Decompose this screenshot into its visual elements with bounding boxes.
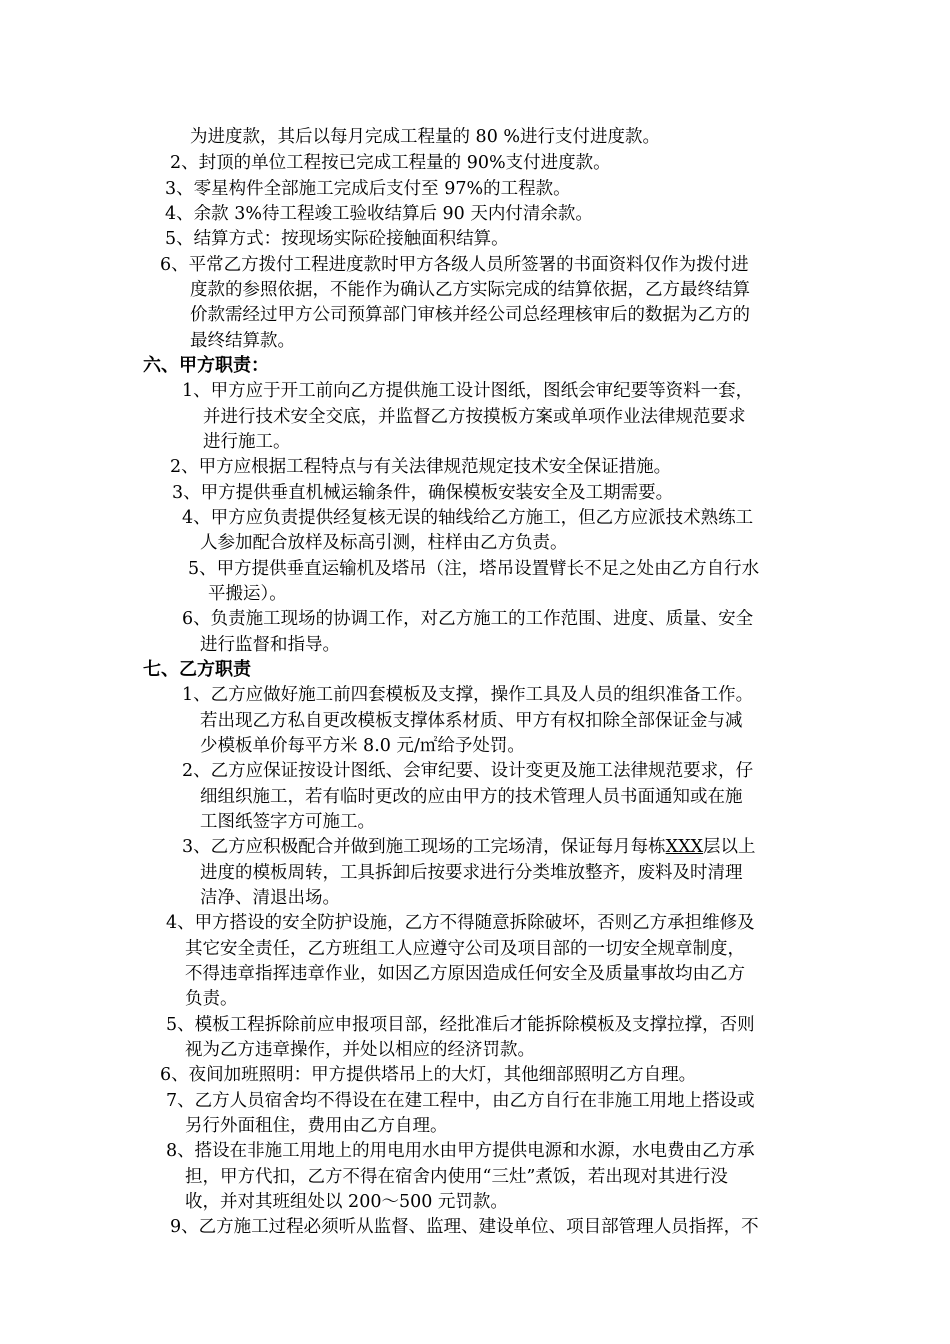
text-line: 5、甲方提供垂直运输机及塔吊（注，塔吊设置臂长不足之处由乙方自行水	[188, 559, 760, 579]
text-line: 进行施工。	[203, 432, 291, 452]
underlined-placeholder: XXX	[665, 837, 704, 857]
text-line: 度款的参照依据，不能作为确认乙方实际完成的结算依据，乙方最终结算	[190, 280, 750, 300]
text-line: 最终结算款。	[190, 331, 295, 351]
text-line: 洁净、清退出场。	[200, 888, 340, 908]
text-line: 并进行技术安全交底，并监督乙方按摸板方案或单项作业法律规范要求	[203, 407, 746, 427]
text-line: 9、乙方施工过程必须听从监督、监理、建设单位、项目部管理人员指挥，不	[170, 1217, 759, 1237]
text-line: 不得违章指挥违章作业，如因乙方原因造成任何安全及质量事故均由乙方	[185, 964, 745, 984]
text-line: 收，并对其班组处以 200～500 元罚款。	[185, 1192, 508, 1212]
text-line: 价款需经过甲方公司预算部门审核并经公司总经理核审后的数据为乙方的	[190, 305, 750, 325]
text-line: 若出现乙方私自更改模板支撑体系材质、甲方有权扣除全部保证金与减	[200, 711, 743, 731]
text-line: 7、乙方人员宿舍均不得设在在建工程中，由乙方自行在非施工用地上搭设或	[166, 1091, 755, 1111]
text-line: 负责。	[185, 989, 238, 1009]
section-heading-party-a: 六、甲方职责：	[143, 355, 269, 376]
text-line: 少模板单价每平方米 8.0 元/㎡给予处罚。	[200, 736, 525, 756]
section-heading-party-b: 七、乙方职责	[143, 659, 251, 680]
text-line: 3、零星构件全部施工完成后支付至 97%的工程款。	[165, 179, 571, 199]
text-line: 2、乙方应保证按设计图纸、会审纪要、设计变更及施工法律规范要求，仔	[182, 761, 754, 781]
text-line: 平搬运）。	[208, 584, 287, 604]
text-line: 其它安全责任，乙方班组工人应遵守公司及项目部的一切安全规章制度，	[185, 939, 745, 959]
text-line: 1、甲方应于开工前向乙方提供施工设计图纸，图纸会审纪要等资料一套，	[182, 381, 754, 401]
text-line: 6、夜间加班照明：甲方提供塔吊上的大灯，其他细部照明乙方自理。	[160, 1065, 697, 1085]
text-line	[182, 834, 756, 860]
text-line: 6、负责施工现场的协调工作，对乙方施工的工作范围、进度、质量、安全	[182, 609, 754, 629]
text-line: 1、乙方应做好施工前四套模板及支撑，操作工具及人员的组织准备工作。	[182, 685, 754, 705]
text-line: 8、搭设在非施工用地上的用电用水由甲方提供电源和水源，水电费由乙方承	[166, 1141, 755, 1161]
text-line: 工图纸签字方可施工。	[200, 812, 375, 832]
text-line: 5、结算方式：按现场实际砼接触面积结算。	[165, 229, 509, 249]
text-line: 5、模板工程拆除前应申报项目部，经批准后才能拆除模板及支撑拉撑，否则	[166, 1015, 755, 1035]
text-line: 为进度款，其后以每月完成工程量的 80 %进行支付进度款。	[190, 127, 661, 147]
text-line: 进行监督和指导。	[200, 635, 340, 655]
text-line: 进度的模板周转，工具拆卸后按要求进行分类堆放整齐，废料及时清理	[200, 863, 743, 883]
text-line: 视为乙方违章操作，并处以相应的经济罚款。	[185, 1040, 535, 1060]
text-line: 担，甲方代扣，乙方不得在宿舍内使用“三灶”煮饭，若出现对其进行没	[185, 1167, 728, 1187]
text-segment: 层以上	[703, 837, 756, 857]
text-line: 2、甲方应根据工程特点与有关法律规范规定技术安全保证措施。	[170, 457, 672, 477]
text-line: 3、甲方提供垂直机械运输条件，确保模板安装安全及工期需要。	[172, 483, 674, 503]
text-line: 4、余款 3%待工程竣工验收结算后 90 天内付清余款。	[165, 204, 593, 224]
text-line: 细组织施工，若有临时更改的应由甲方的技术管理人员书面通知或在施	[200, 787, 743, 807]
text-line: 4、甲方应负责提供经复核无误的轴线给乙方施工，但乙方应派技术熟练工	[182, 508, 754, 528]
text-line: 6、平常乙方拨付工程进度款时甲方各级人员所签署的书面资料仅作为拨付进	[160, 255, 749, 275]
text-segment: 3、乙方应积极配合并做到施工现场的工完场清，保证每月每栋	[182, 837, 666, 857]
text-line: 另行外面租住，费用由乙方自理。	[185, 1116, 448, 1136]
text-line: 2、封顶的单位工程按已完成工程量的 90%支付进度款。	[170, 153, 611, 173]
text-line: 人参加配合放样及标高引测，柱样由乙方负责。	[200, 533, 568, 553]
text-line: 4、甲方搭设的安全防护设施，乙方不得随意拆除破坏，否则乙方承担维修及	[166, 913, 755, 933]
